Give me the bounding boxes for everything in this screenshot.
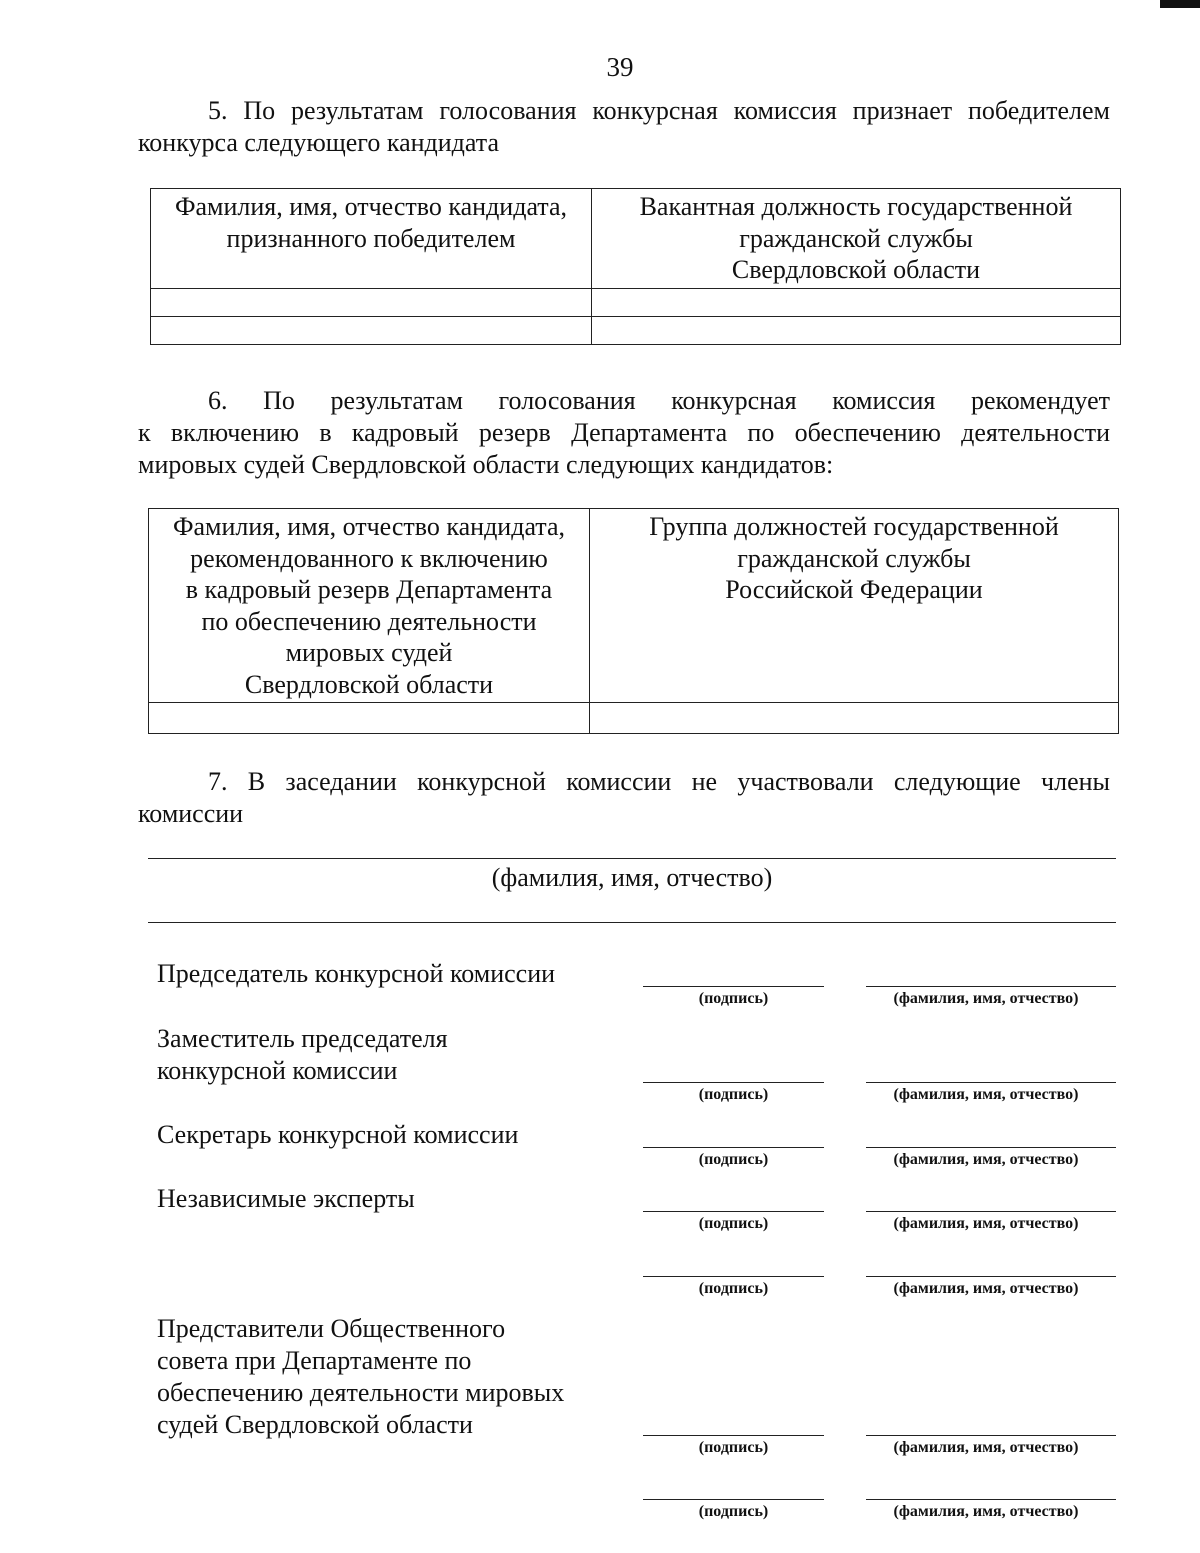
name-line	[866, 1147, 1116, 1148]
table-cell	[590, 703, 1119, 734]
section7-line-1: 7. В заседании конкурсной комиссии не участвовали следующие члены	[208, 767, 1110, 796]
section7-paragraph	[138, 766, 1110, 830]
winner-fio-header: Фамилия, имя, отчество кандидата, признанного победителем	[151, 189, 592, 289]
signature-label: (подпись)	[698, 1280, 769, 1297]
table-cell	[151, 316, 592, 344]
signature-line	[643, 1435, 824, 1436]
signature-label: (подпись)	[698, 990, 769, 1007]
table-header-row	[151, 189, 1121, 289]
name-line	[866, 986, 1116, 987]
table-cell	[592, 288, 1121, 316]
fio-caption: (фамилия, имя, отчество)	[491, 863, 773, 892]
section6-line-2: к включению в кадровый резерв Департамента по обеспечению деятельности	[138, 418, 1110, 447]
name-line	[866, 1082, 1116, 1083]
name-line	[866, 1211, 1116, 1212]
table-row	[151, 288, 1121, 316]
section7-line-2: комиссии	[138, 799, 244, 828]
page-corner-mark	[1160, 0, 1200, 8]
name-line	[866, 1276, 1116, 1277]
name-line	[866, 1435, 1116, 1436]
absent-members-line-2	[148, 922, 1116, 923]
name-label: (фамилия, имя, отчество)	[893, 1151, 1079, 1168]
signature-label: (подпись)	[698, 1151, 769, 1168]
reserve-fio-header: Фамилия, имя, отчество кандидата, рекомендованного к включению в кадровый резерв Департамента по обеспечению деятельности мировых судей Свердловской области	[149, 509, 590, 703]
signature-line	[643, 1276, 824, 1277]
position-group-header: Группа должностей государственной гражданской службы Российской Федерации	[590, 509, 1119, 703]
absent-members-line	[148, 858, 1116, 859]
signature-line	[643, 1147, 824, 1148]
signature-line	[643, 1082, 824, 1083]
name-label: (фамилия, имя, отчество)	[893, 1439, 1079, 1456]
name-label: (фамилия, имя, отчество)	[893, 1215, 1079, 1232]
signature-line	[643, 1499, 824, 1500]
role-secretary: Секретарь конкурсной комиссии	[157, 1120, 519, 1149]
table-header-row	[149, 509, 1119, 703]
name-label: (фамилия, имя, отчество)	[893, 1503, 1079, 1520]
name-label: (фамилия, имя, отчество)	[893, 990, 1079, 1007]
section5-paragraph	[138, 95, 1110, 159]
section6-paragraph	[138, 385, 1110, 481]
name-label: (фамилия, имя, отчество)	[893, 1086, 1079, 1103]
section6-line-3: мировых судей Свердловской области следующих кандидатов:	[138, 450, 834, 479]
page-number: 39	[606, 52, 634, 82]
role-chairman: Председатель конкурсной комиссии	[157, 959, 556, 988]
section6-line-1: 6. По результатам голосования конкурсная комиссия рекомендует	[208, 386, 1110, 415]
reserve-table	[148, 508, 1119, 734]
vacant-position-header: Вакантная должность государственной гражданской службы Свердловской области	[592, 189, 1121, 289]
name-label: (фамилия, имя, отчество)	[893, 1280, 1079, 1297]
signature-line	[643, 986, 824, 987]
role-deputy-chairman: Заместитель председателя конкурсной комиссии	[157, 1024, 448, 1085]
table-cell	[149, 703, 590, 734]
signature-label: (подпись)	[698, 1215, 769, 1232]
role-independent-experts: Независимые эксперты	[157, 1184, 415, 1213]
table-cell	[151, 288, 592, 316]
table-cell	[592, 316, 1121, 344]
signature-label: (подпись)	[698, 1503, 769, 1520]
signature-label: (подпись)	[698, 1086, 769, 1103]
role-public-council-representatives: Представители Общественного совета при Департаменте по обеспечению деятельности мировых судей Свердловской области	[157, 1314, 565, 1439]
winner-table	[150, 188, 1121, 345]
table-row	[151, 316, 1121, 344]
section5-line-2: конкурса следующего кандидата	[138, 128, 499, 157]
signature-label: (подпись)	[698, 1439, 769, 1456]
name-line	[866, 1499, 1116, 1500]
table-row	[149, 703, 1119, 734]
section5-line-1: 5. По результатам голосования конкурсная комиссия признает победителем	[208, 96, 1110, 125]
signature-line	[643, 1211, 824, 1212]
